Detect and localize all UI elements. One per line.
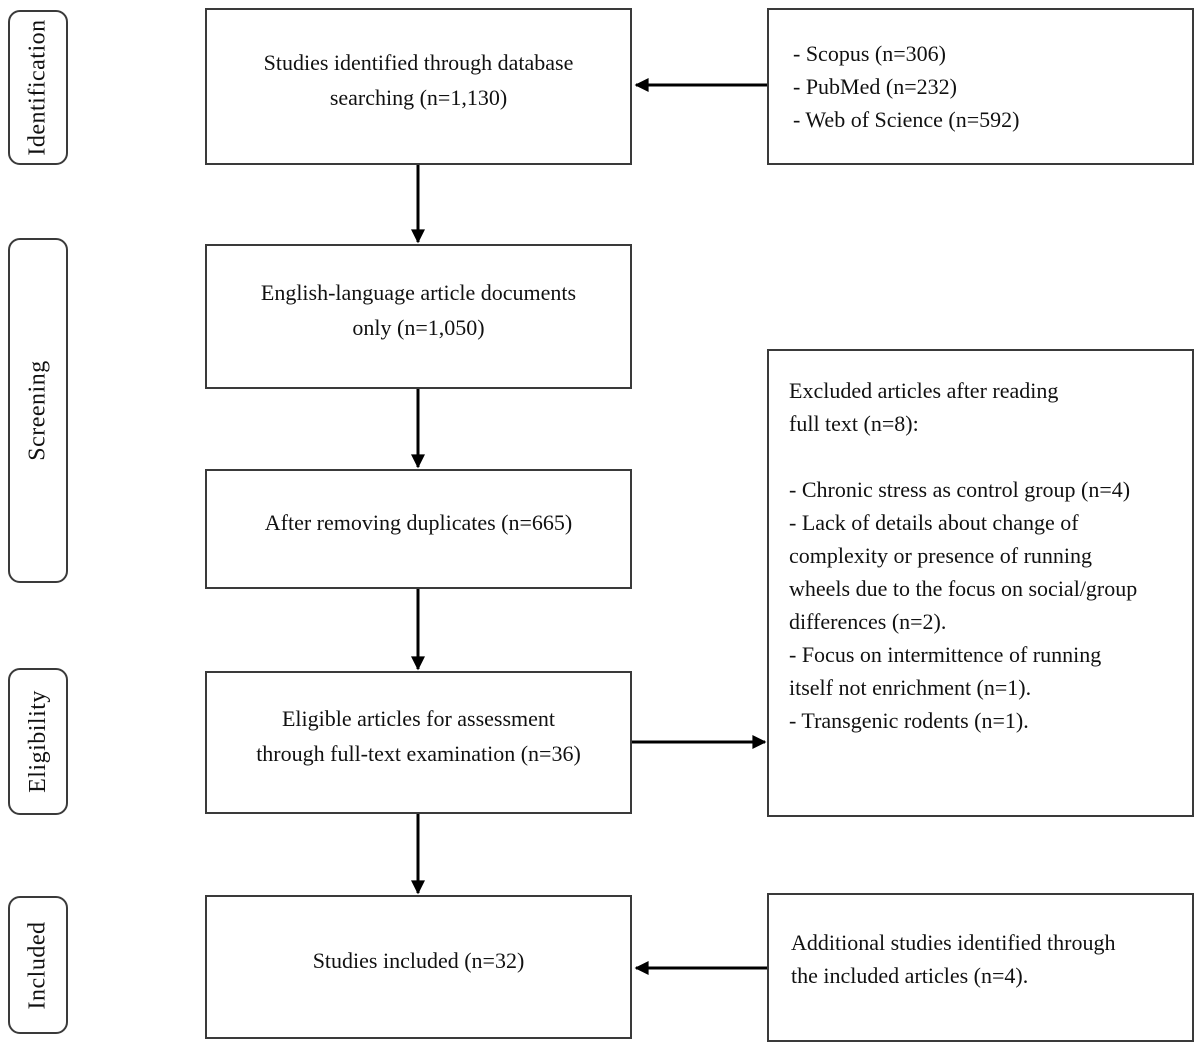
excluded-item: - Chronic stress as control group (n=4)	[789, 477, 1131, 502]
source-item: - PubMed (n=232)	[793, 74, 957, 99]
stage-label-text: Screening	[24, 360, 51, 461]
flow-box-text: After removing duplicates (n=665)	[264, 509, 573, 535]
flow-box-text: Studies included (n=32)	[312, 947, 525, 973]
additional-studies-box	[767, 893, 1194, 1042]
stage-label-text: Identification	[24, 19, 51, 156]
excluded-item: - Focus on intermittence of running itself not enrichment (n=1).	[789, 642, 1102, 700]
additional-studies-text: Additional studies identified through the included articles (n=4).	[791, 929, 1116, 988]
flow-box-english-only	[205, 244, 632, 389]
flow-box-text: English-language article documents only (n=1,050)	[260, 280, 577, 340]
source-item: - Scopus (n=306)	[793, 41, 946, 66]
flow-box-duplicates-removed	[205, 469, 632, 589]
sources-box	[767, 8, 1194, 165]
excluded-heading-line: full text (n=8):	[789, 411, 919, 436]
flow-box-identified	[205, 8, 632, 165]
excluded-item: - Lack of details about change of complexity or presence of running wheels due to the focus on social/group differences (n=2).	[789, 510, 1138, 634]
stage-label-eligibility	[8, 668, 68, 815]
flow-box-included	[205, 895, 632, 1039]
flow-box-text: Studies identified through database searching (n=1,130)	[263, 50, 574, 110]
stage-label-text: Included	[24, 921, 51, 1009]
flow-box-eligible	[205, 671, 632, 814]
flow-box-text: Eligible articles for assessment through full-text examination (n=36)	[256, 706, 581, 766]
excluded-box	[767, 349, 1194, 817]
stage-label-screening	[8, 238, 68, 583]
stage-label-text: Eligibility	[24, 690, 51, 793]
stage-label-included	[8, 896, 68, 1034]
stage-label-identification	[8, 10, 68, 165]
excluded-heading-line: Excluded articles after reading	[789, 378, 1059, 403]
source-item: - Web of Science (n=592)	[793, 107, 1020, 132]
excluded-item: - Transgenic rodents (n=1).	[789, 708, 1029, 733]
